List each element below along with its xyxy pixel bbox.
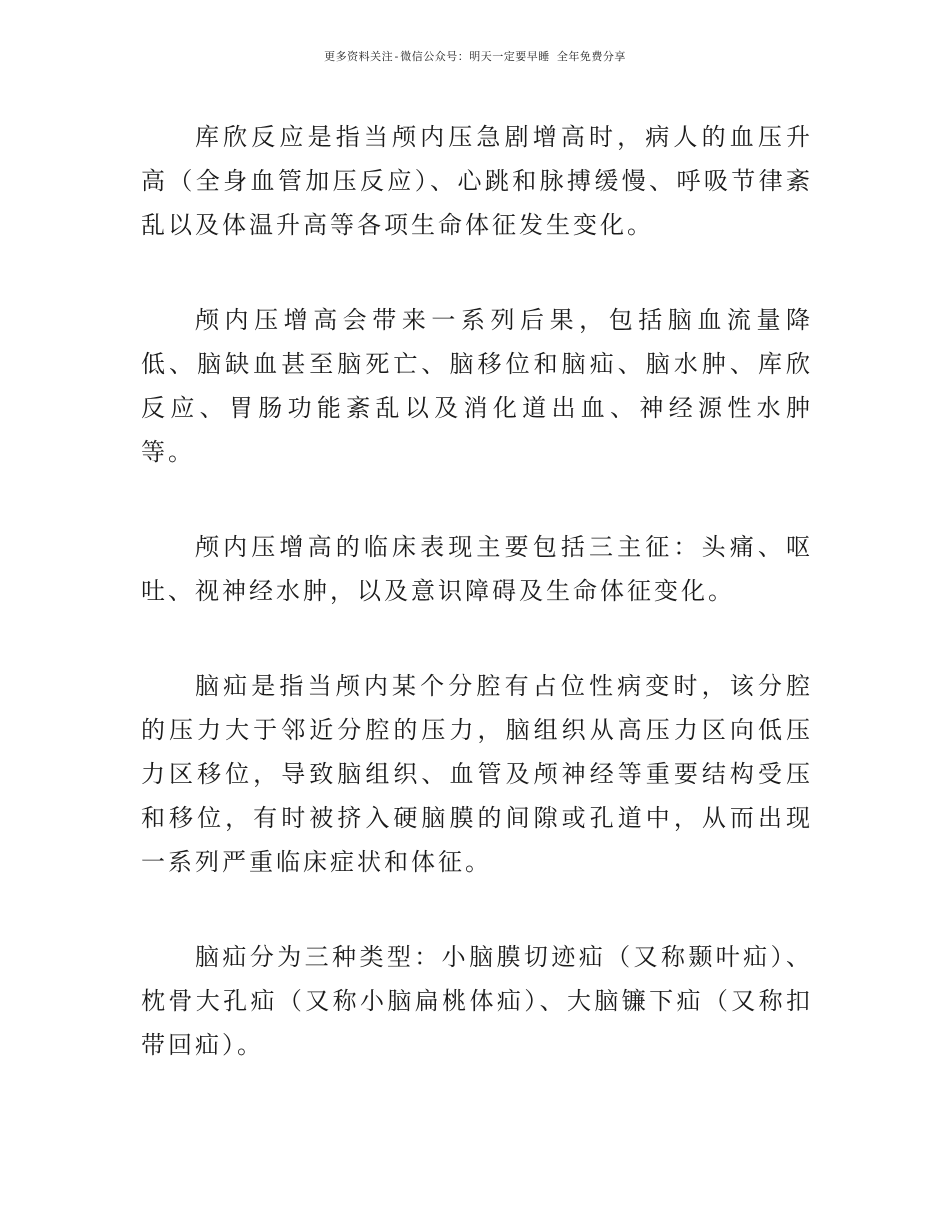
paragraph-icp-consequences: 颅内压增高会带来一系列后果，包括脑血流量降低、脑缺血甚至脑死亡、脑移位和脑疝、脑水肿、库欣反应、胃肠功能紊乱以及消化道出血、神经源性水肿等。	[141, 306, 813, 466]
document-body	[141, 115, 813, 1118]
paragraph-icp-symptoms: 颅内压增高的临床表现主要包括三主征：头痛、呕吐、视神经水肿，以及意识障碍及生命体征变化。	[141, 533, 813, 605]
paragraph-brain-herniation: 脑疝是指当颅内某个分腔有占位性病变时，该分腔的压力大于邻近分腔的压力，脑组织从高压力区向低压力区移位，导致脑组织、血管及颅神经等重要结构受压和移位，有时被挤入硬脑膜的间隙或孔道中，从而出现一系列严重临床症状和体征。	[141, 672, 813, 876]
paragraph-herniation-types: 脑疝分为三种类型：小脑膜切迹疝（又称颞叶疝）、枕骨大孔疝（又称小脑扁桃体疝）、大脑镰下疝（又称扣带回疝）。	[141, 943, 813, 1059]
page-header: 更多资料关注-微信公众号：明天一定要早睡 全年免费分享	[324, 50, 626, 63]
paragraph-cushing-reaction: 库欣反应是指当颅内压急剧增高时，病人的血压升高（全身血管加压反应）、心跳和脉搏缓慢、呼吸节律紊乱以及体温升高等各项生命体征发生变化。	[141, 123, 813, 239]
